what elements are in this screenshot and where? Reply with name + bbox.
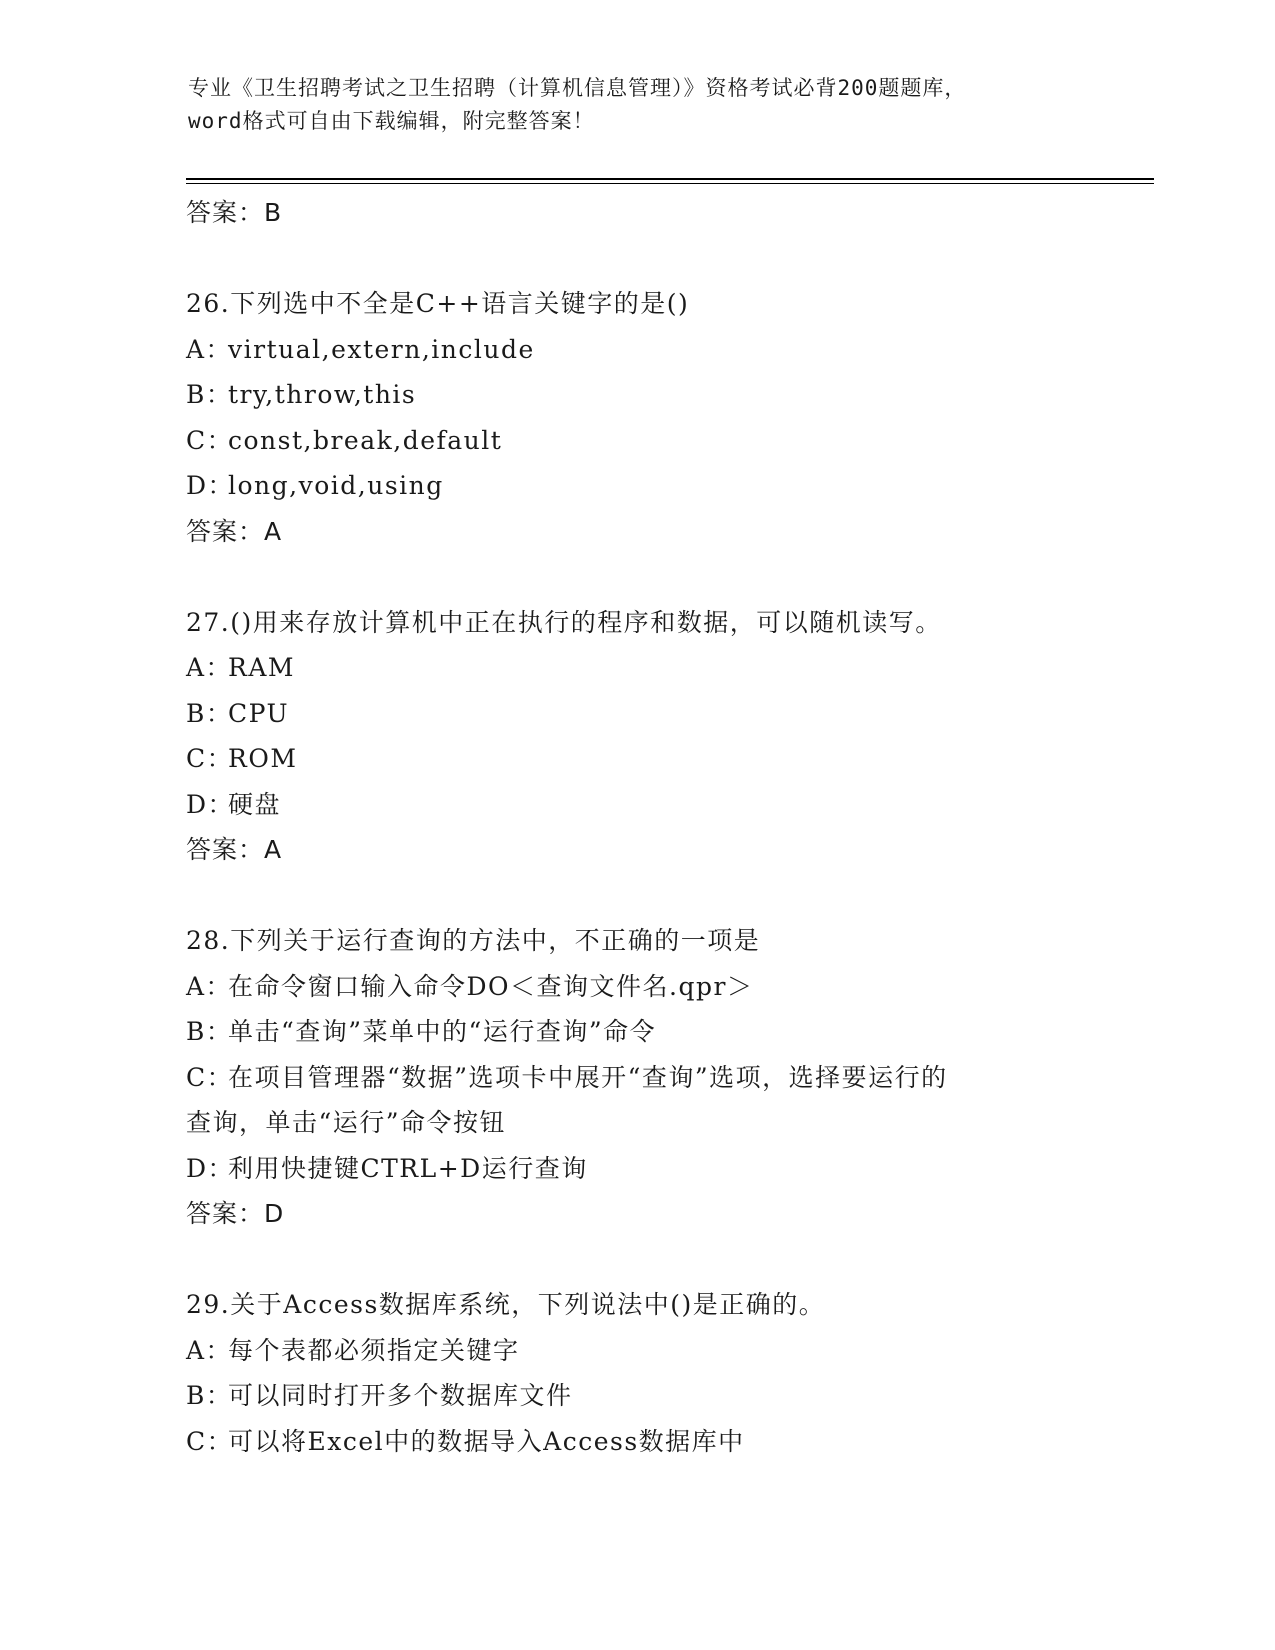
option-text: 在项目管理器“数据”选项卡中展开“查询”选项，选择要运行的: [228, 1062, 948, 1092]
option-letter: D：: [186, 471, 235, 500]
option-c: [186, 418, 1126, 464]
option-text: ROM: [228, 744, 298, 773]
option-d: [186, 782, 1126, 828]
question-28: [186, 918, 1126, 1237]
option-letter: A：: [186, 334, 233, 364]
option-c: [186, 1055, 1126, 1101]
option-b: [186, 1373, 1126, 1419]
option-letter: D：: [186, 789, 235, 819]
option-d: [186, 1146, 1126, 1192]
option-text: 单击“查询”菜单中的“运行查询”命令: [228, 1017, 657, 1046]
option-letter: B：: [186, 380, 233, 409]
option-c: [186, 736, 1126, 782]
question-stem: 29.关于Access数据库系统，下列说法中()是正确的。: [186, 1290, 826, 1319]
option-b: [186, 372, 1126, 418]
question-list: [186, 190, 1126, 1464]
option-text: RAM: [228, 653, 295, 682]
option-text: try,throw,this: [228, 380, 417, 409]
option-letter: C：: [186, 1062, 234, 1092]
option-a: [186, 327, 1126, 373]
spacer: [186, 236, 1126, 282]
spacer: [186, 873, 1126, 919]
option-text: 硬盘: [228, 789, 282, 819]
option-c: [186, 1419, 1126, 1465]
option-b: [186, 691, 1126, 737]
question-stem: 27.()用来存放计算机中正在执行的程序和数据，可以随机读写。: [186, 607, 942, 637]
option-letter: C：: [186, 425, 234, 455]
option-c-continuation: 查询，单击“运行”命令按钮: [186, 1108, 507, 1137]
header-line-1: 专业《卫生招聘考试之卫生招聘（计算机信息管理）》资格考试必背200题题库，: [188, 76, 967, 100]
option-letter: C：: [186, 744, 234, 773]
spacer: [186, 1237, 1126, 1283]
option-a: [186, 645, 1126, 691]
option-text: 可以将Excel中的数据导入Access数据库中: [228, 1426, 745, 1456]
question-26: [186, 281, 1126, 554]
option-letter: A：: [186, 653, 233, 682]
header-line-2: word格式可自由下载编辑，附完整答案！: [188, 109, 595, 133]
question-27: [186, 600, 1126, 873]
question-stem: 28.下列关于运行查询的方法中，不正确的一项是: [186, 926, 761, 955]
header-rule-thick: [186, 178, 1154, 180]
option-letter: A：: [186, 1335, 233, 1365]
spacer: [186, 554, 1126, 600]
option-letter: C：: [186, 1426, 234, 1456]
option-letter: A：: [186, 971, 233, 1001]
answer-line-prev: 答案：B: [186, 198, 283, 227]
option-a: [186, 1328, 1126, 1374]
question-stem: 26.下列选中不全是C++语言关键字的是(): [186, 289, 690, 318]
option-letter: D：: [186, 1153, 235, 1183]
option-a: [186, 964, 1126, 1010]
option-text: const,break,default: [228, 425, 503, 455]
option-letter: B：: [186, 698, 233, 728]
answer-line: 答案：A: [186, 516, 283, 546]
answer-line: 答案：A: [186, 835, 283, 864]
option-text: long,void,using: [228, 471, 444, 500]
option-b: [186, 1009, 1126, 1055]
question-29: [186, 1282, 1126, 1464]
option-letter: B：: [186, 1381, 233, 1410]
option-text: 在命令窗口输入命令DO＜查询文件名.qpr＞: [228, 971, 754, 1001]
option-text: virtual,extern,include: [228, 334, 535, 364]
document-header: [188, 72, 1088, 138]
option-letter: B：: [186, 1017, 233, 1046]
option-text: 每个表都必须指定关键字: [228, 1335, 520, 1365]
header-rule-thin: [186, 183, 1154, 184]
option-d: [186, 463, 1126, 509]
option-text: CPU: [228, 698, 290, 728]
answer-line: 答案：D: [186, 1199, 285, 1228]
option-text: 利用快捷键CTRL+D运行查询: [228, 1153, 588, 1183]
option-text: 可以同时打开多个数据库文件: [228, 1381, 573, 1410]
